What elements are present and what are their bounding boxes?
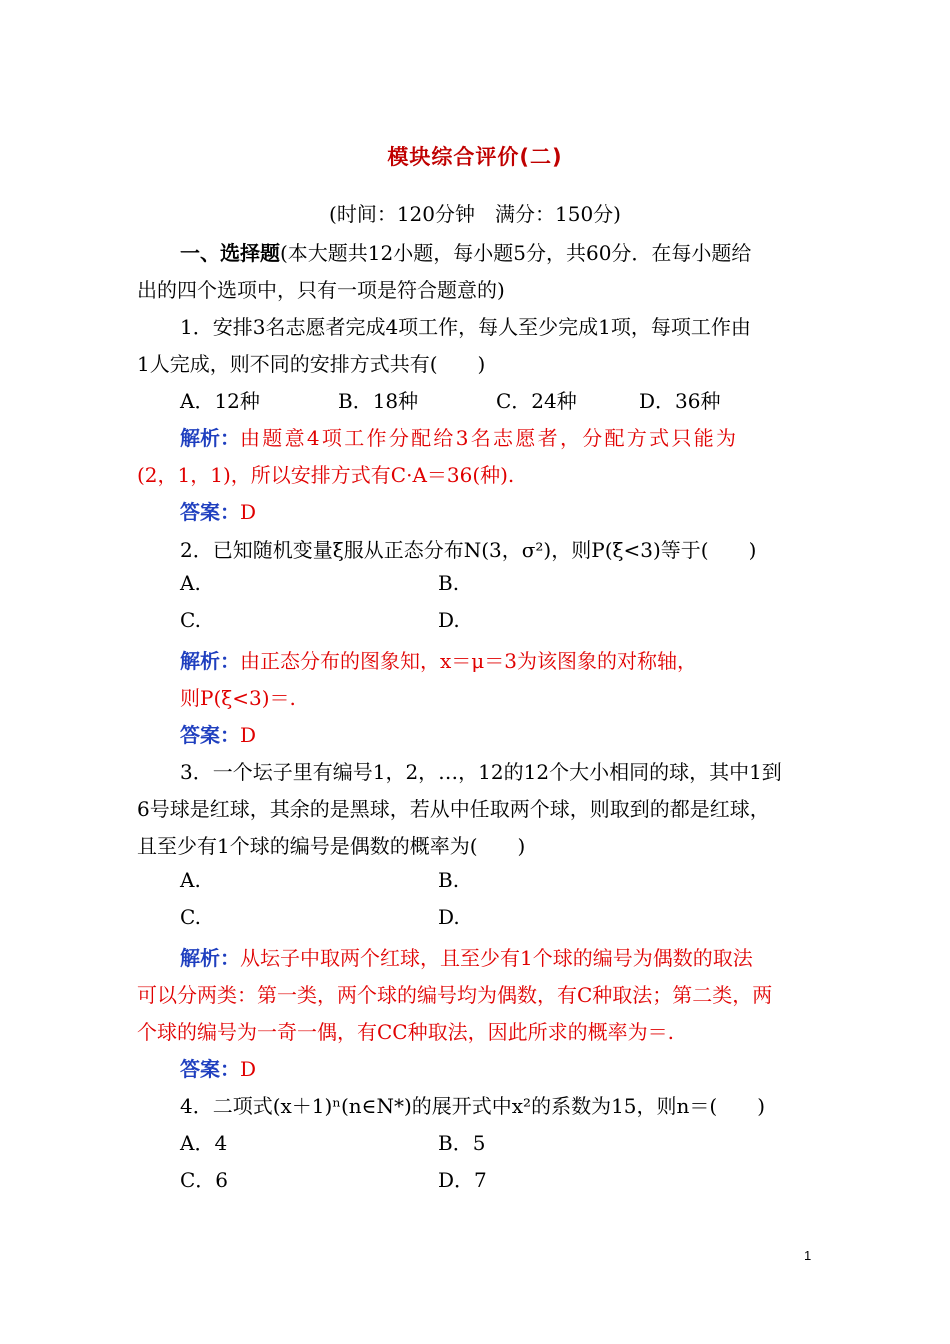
q3-analysis-label: 解析： [180, 946, 240, 970]
q3-stem-line-3: 且至少有1个球的编号是偶数的概率为( ) [137, 834, 526, 858]
q1-stem-line-1: 1．安排3名志愿者完成4项工作，每人至少完成1项，每项工作由 [180, 315, 751, 339]
q4-option-a: A．4 [180, 1131, 228, 1155]
q2-analysis-text: 由正态分布的图象知，x＝μ＝3为该图象的对称轴， [240, 649, 698, 673]
q2-analysis-line-1 [180, 645, 697, 674]
q1-option-c: C．24种 [496, 389, 577, 413]
q3-option-d: D. [438, 905, 460, 929]
q3-stem-line-2: 6号球是红球，其余的是黑球，若从中任取两个球，则取到的都是红球， [137, 797, 770, 821]
q4-stem: 4．二项式(x＋1)ⁿ(n∈N*)的展开式中x²的系数为15，则n＝( ) [180, 1094, 766, 1118]
q3-option-a: A. [180, 868, 201, 892]
q1-answer [180, 496, 256, 525]
q1-option-a: A．12种 [180, 389, 260, 413]
section-intro-line-1 [180, 237, 751, 266]
q2-answer [180, 719, 256, 748]
q3-option-c: C. [180, 905, 201, 929]
q2-option-b: B. [438, 571, 460, 595]
section-intro-text: (本大题共12小题，每小题5分，共60分．在每小题给 [280, 241, 752, 265]
section-intro-line-2: 出的四个选项中，只有一项是符合题意的) [137, 278, 505, 302]
q3-analysis-line-3: 个球的编号为一奇一偶，有CC种取法，因此所求的概率为＝. [137, 1020, 674, 1044]
q3-answer-label: 答案： [180, 1057, 240, 1081]
q3-analysis-line-2: 可以分两类：第一类，两个球的编号均为偶数，有C种取法；第二类，两 [137, 983, 773, 1007]
q3-analysis-line-1 [180, 942, 753, 971]
q1-analysis-line-2: (2，1，1)，所以安排方式有C·A＝36(种). [137, 463, 515, 487]
q2-analysis-label: 解析： [180, 649, 240, 673]
q1-option-d: D．36种 [639, 389, 721, 413]
page-title: 模块综合评价(二) [387, 145, 563, 169]
q1-analysis-text: 由题意4项工作分配给3名志愿者，分配方式只能为 [240, 426, 739, 450]
q1-option-b: B．18种 [338, 389, 419, 413]
q3-stem-line-1: 3．一个坛子里有编号1，2，…，12的12个大小相同的球，其中1到 [180, 760, 782, 784]
section-heading: 一、选择题 [180, 241, 280, 265]
q2-option-a: A. [180, 571, 201, 595]
q3-analysis-text: 从坛子中取两个红球，且至少有1个球的编号为偶数的取法 [240, 946, 753, 970]
q3-answer-value: D [240, 1057, 257, 1081]
q4-option-b: B．5 [438, 1131, 486, 1155]
q1-answer-value: D [240, 500, 257, 524]
q2-analysis-line-2: 则P(ξ<3)＝. [180, 686, 296, 710]
q3-answer [180, 1053, 256, 1082]
q1-analysis-label: 解析： [180, 426, 240, 450]
q1-analysis-line-1 [180, 422, 738, 451]
q2-answer-label: 答案： [180, 723, 240, 747]
q3-option-b: B. [438, 868, 460, 892]
page-number: 1 [804, 1248, 812, 1263]
q1-stem-line-2: 1人完成，则不同的安排方式共有( ) [137, 352, 486, 376]
q2-option-c: C. [180, 608, 201, 632]
q2-stem: 2．已知随机变量ξ服从正态分布N(3，σ²)，则P(ξ<3)等于( ) [180, 538, 757, 562]
q4-option-d: D．7 [438, 1168, 487, 1192]
exam-meta: (时间：120分钟 满分：150分) [329, 202, 621, 226]
q2-option-d: D. [438, 608, 460, 632]
q4-option-c: C．6 [180, 1168, 229, 1192]
q1-answer-label: 答案： [180, 500, 240, 524]
q2-answer-value: D [240, 723, 257, 747]
